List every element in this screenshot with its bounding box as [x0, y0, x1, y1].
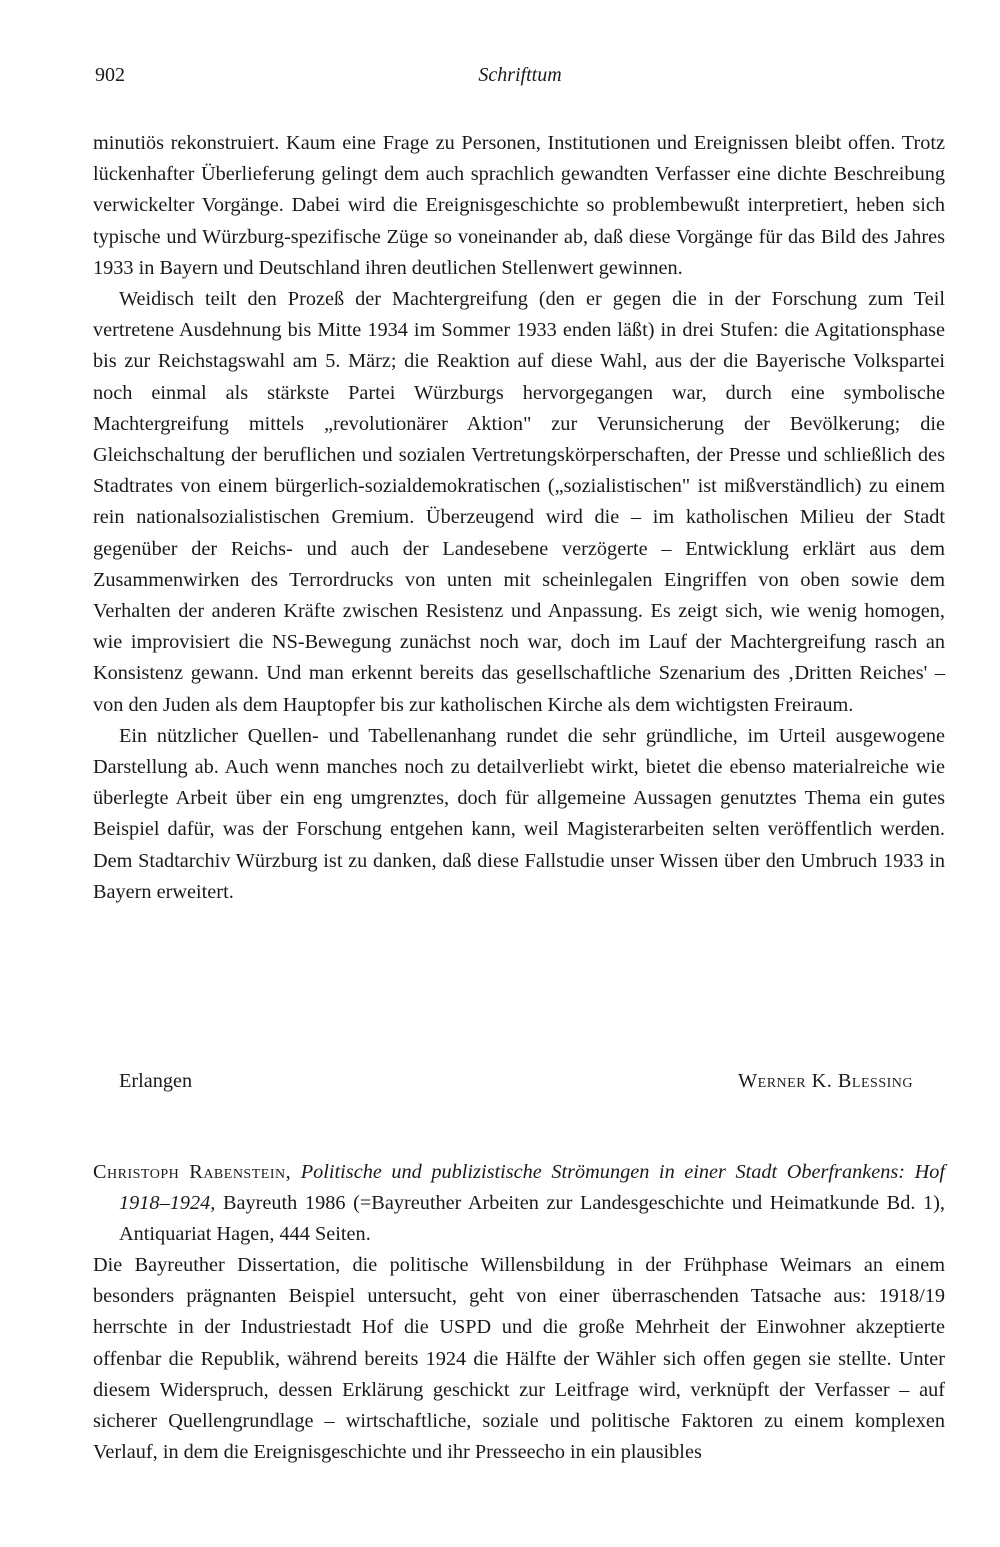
page-number: 902: [95, 64, 125, 86]
page-header: [95, 64, 945, 94]
review-body-1: [93, 128, 945, 908]
review-body-2: [93, 1250, 945, 1468]
paragraph: Die Bayreuther Dissertation, die politische Willensbildung in der Frühphase Weimars an einem besonders prägnanten Beispiel untersucht, geht von einer überraschenden Tatsache aus: 1918/19 herrschte in der Industriestadt Hof die USPD und die große Mehrheit der Einwohner akzeptierte offenbar die Republik, während bereits 1924 die Hälfte der Wähler sich offen gegen sie stellte. Unter diesem Widerspruch, dessen Erklärung geschickt zur Leitfrage wird, verknüpft der Verfasser – auf sicherer Quellengrundlage – wirtschaftliche, soziale und politische Faktoren zu einem komplexen Verlauf, in dem die Ereignisgeschichte und ihr Presseecho in ein plausibles: [93, 1254, 945, 1464]
signature-author: Werner K. Blessing: [738, 1070, 913, 1092]
signature-place: Erlangen: [119, 1070, 193, 1092]
citation-details: Bayreuth 1986 (=Bayreuther Arbeiten zur Landesgeschichte und Heimatkunde Bd. 1), Antiquariat Hagen, 444 Seiten.: [119, 1192, 945, 1246]
paragraph: minutiös rekonstruiert. Kaum eine Frage zu Personen, Institutionen und Ereignissen bleibt offen. Trotz lückenhafter Überlieferung gelingt dem auch sprachlich gewandten Verfasser eine dichte Beschreibung verwickelter Vorgänge. Dabei wird die Ereignisgeschichte so problembewußt interpretiert, heben sich typische und Würzburg-spezifische Züge so voneinander ab, daß diese Vorgänge für das Bild des Jahres 1933 in Bayern und Deutschland ihren deutlichen Stellenwert gewinnen.: [93, 132, 945, 279]
book-citation: [93, 1157, 945, 1251]
citation-author: Christoph Rabenstein,: [93, 1161, 292, 1183]
paragraph: Weidisch teilt den Prozeß der Machtergreifung (den er gegen die in der Forschung zum Teil vertretene Ausdehnung bis Mitte 1934 im Sommer 1933 enden läßt) in drei Stufen: die Agitationsphase bis zur Reichstagswahl am 5. März; die Reaktion auf diese Wahl, aus der die Bayerische Volkspartei noch einmal als stärkste Partei Würzburgs hervorgegangen war, durch eine symbolische Machtergreifung mittels „revolutionärer Aktion" zur Verunsicherung der Bevölkerung; die Gleichschaltung der beruflichen und sozialen Vertretungskörperschaften, der Presse und schließlich des Stadtrates von einem bürgerlich-sozialdemokratischen („sozialistischen" ist mißverständlich) zu einem rein nationalsozialistischen Gremium. Überzeugend wird die – im katholischen Milieu der Stadt gegenüber der Reichs- und auch der Landesebene verzögerte – Entwicklung erklärt aus dem Zusammenwirken des Terrordrucks von unten mit scheinlegalen Eingriffen von oben sowie dem Verhalten der anderen Kräfte zwischen Resistenz und Anpassung. Es zeigt sich, wie wenig homogen, wie improvisiert die NS-Bewegung zunächst noch war, doch im Lauf der Machtergreifung rasch an Konsistenz gewann. Und man erkennt bereits das gesellschaftliche Szenarium des ‚Dritten Reiches' – von den Juden als dem Hauptopfer bis zur katholischen Kirche als dem wichtigsten Freiraum.: [93, 288, 945, 716]
running-title: Schrifttum: [478, 64, 562, 86]
review-signature: [119, 1066, 913, 1098]
paragraph: Ein nützlicher Quellen- und Tabellenanhang rundet die sehr gründliche, im Urteil ausgewogene Darstellung ab. Auch wenn manches noch zu detailverliebt wirkt, bietet die ebenso materialreiche wie überlegte Arbeit über ein eng umgrenztes, doch für allgemeine Aussagen genutztes Thema ein gutes Beispiel dafür, was der Forschung entgehen kann, weil Magisterarbeiten selten veröffentlich werden. Dem Stadtarchiv Würzburg ist zu danken, daß diese Fallstudie unser Wissen über den Umbruch 1933 in Bayern erweitert.: [93, 724, 945, 903]
citation-title: Politische und publizistische Strömungen in einer Stadt Oberfrankens: Hof 1918–1924,: [119, 1161, 946, 1215]
